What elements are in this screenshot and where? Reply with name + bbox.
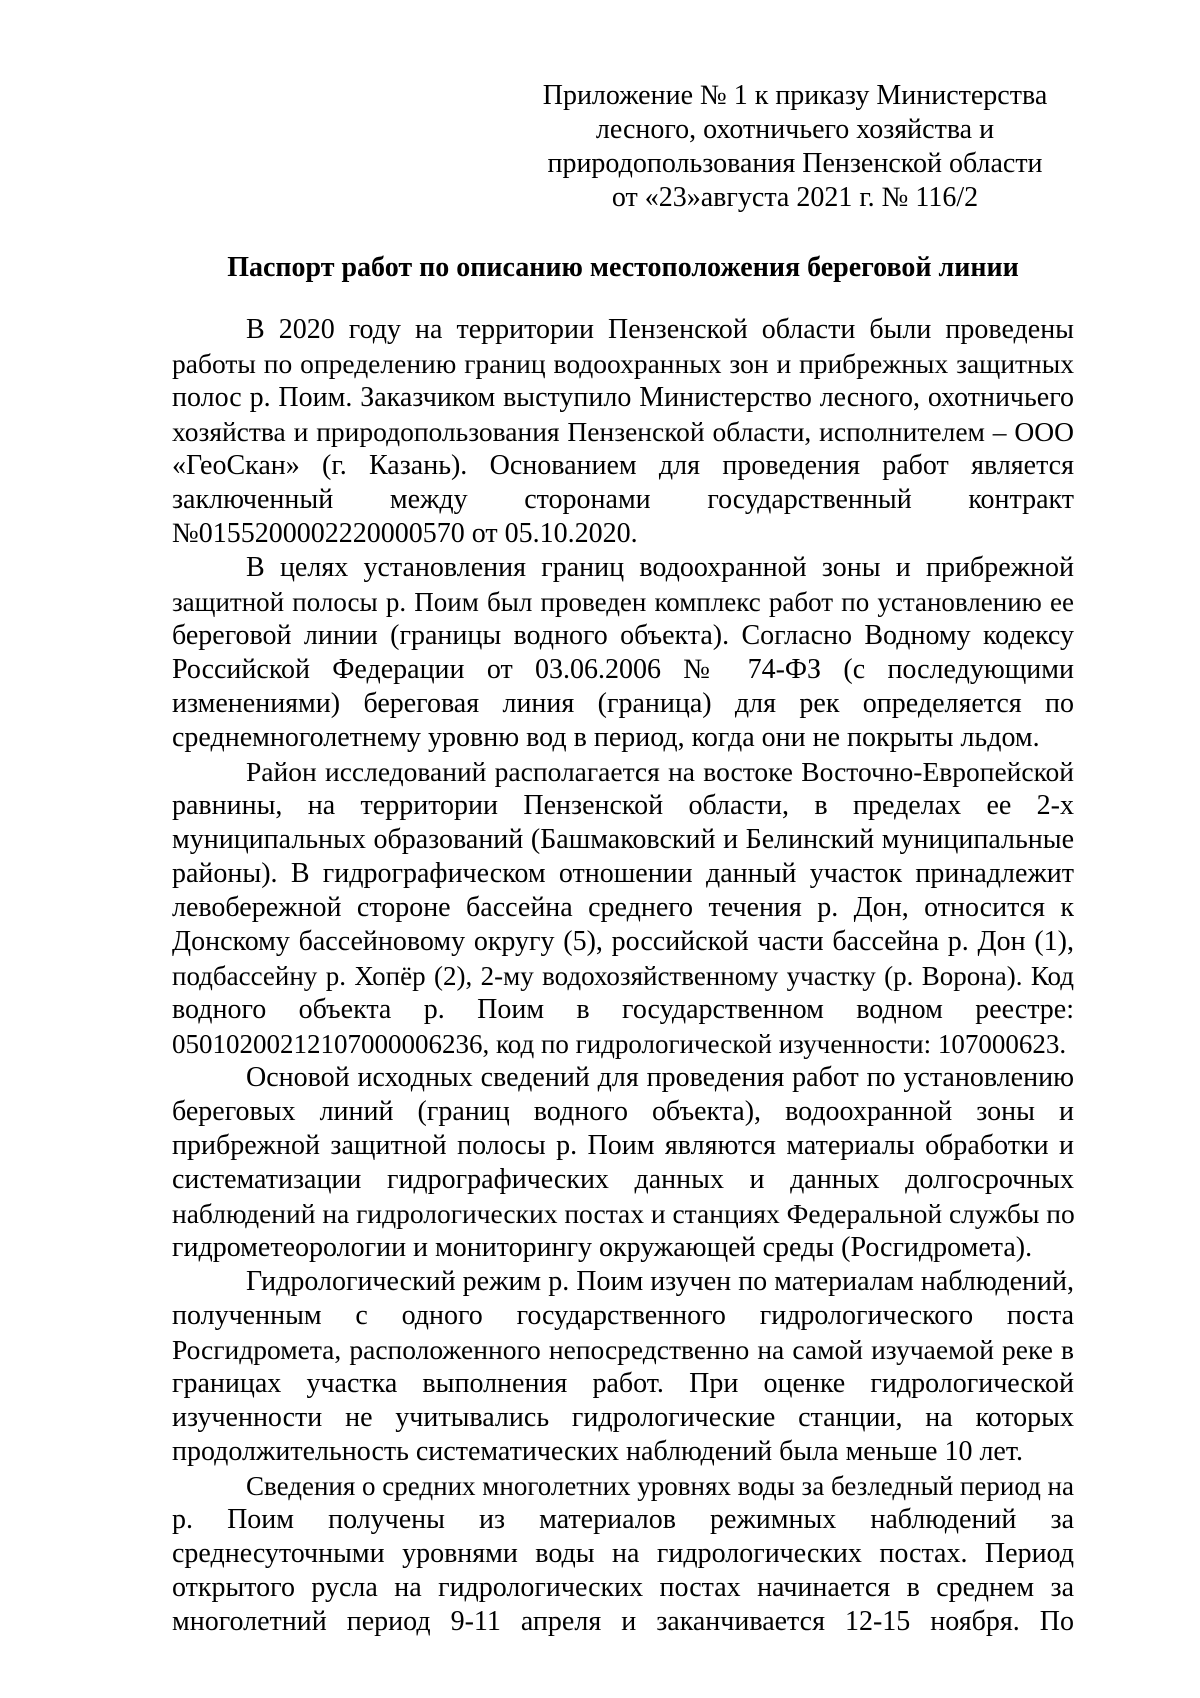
- text-line: районы). В гидрографическом отношении данный участок принадлежит: [172, 858, 1074, 889]
- text-line: полос р. Поим. Заказчиком выступило Министерство лесного, охотничьего: [172, 382, 1074, 413]
- text-line: хозяйства и природопользования Пензенской области, исполнителем – ООО: [172, 416, 1074, 447]
- document-title: Паспорт работ по описанию местоположения береговой линии: [227, 252, 1019, 283]
- header-line: от «23»августа 2021 г. № 116/2: [611, 182, 979, 213]
- text-line: защитной полосы р. Поим был проведен комплекс работ по установлению ее: [172, 587, 1074, 617]
- text-line: водного объекта р. Поим в государственном водном реестре:: [172, 994, 1074, 1025]
- text-line: границах участка выполнения работ. При оценке гидрологической: [172, 1368, 1074, 1399]
- text-line: изученности не учитывались гидрологические станции, на которых: [172, 1402, 1074, 1433]
- text-line: равнины, на территории Пензенской области, в пределах ее 2-х: [172, 790, 1074, 821]
- header-line: природопользования Пензенской области: [547, 148, 1043, 179]
- text-line: береговых линий (границ водного объекта), водоохранной зоны и: [172, 1096, 1074, 1127]
- text-line: продолжительность систематических наблюдений была меньше 10 лет.: [172, 1436, 1023, 1467]
- text-line: 05010200212107000006236, код по гидрологической изученности: 107000623.: [172, 1029, 1067, 1059]
- text-line: В 2020 году на территории Пензенской области были проведены: [246, 314, 1074, 345]
- text-line: работы по определению границ водоохранных зон и прибрежных защитных: [172, 348, 1074, 379]
- text-line: р. Поим получены из материалов режимных наблюдений за: [172, 1504, 1074, 1535]
- paragraph-4: [172, 1061, 1074, 1265]
- paragraph-2: [172, 551, 1074, 755]
- paragraph-3: [172, 755, 1074, 1061]
- paragraph-5: [172, 1265, 1074, 1469]
- text-line: подбассейну р. Хопёр (2), 2-му водохозяйственному участку (р. Ворона). Код: [172, 961, 1074, 991]
- text-line: Гидрологический режим р. Поим изучен по материалам наблюдений,: [246, 1266, 1074, 1297]
- text-line: открытого русла на гидрологических постах начинается в среднем за: [172, 1572, 1074, 1603]
- text-line: «ГеоСкан» (г. Казань). Основанием для проведения работ является: [172, 450, 1074, 481]
- text-line: Российской Федерации от 03.06.2006 № 74-ФЗ (с последующими: [172, 654, 1074, 685]
- text-line: заключенный между сторонами государственный контракт: [172, 484, 1074, 515]
- text-line: Район исследований располагается на востоке Восточно-Европейской: [246, 756, 1074, 787]
- text-line: Основой исходных сведений для проведения работ по установлению: [246, 1062, 1074, 1093]
- text-line: береговой линии (границы водного объекта). Согласно Водному кодексу: [172, 620, 1074, 651]
- text-line: систематизации гидрографических данных и данных долгосрочных: [172, 1164, 1074, 1195]
- text-line: изменениями) береговая линия (граница) для рек определяется по: [172, 688, 1074, 719]
- text-line: среднесуточными уровнями воды на гидрологических постах. Период: [172, 1538, 1074, 1569]
- header-line: лесного, охотничьего хозяйства и: [595, 114, 995, 145]
- order-reference-header: [510, 79, 1080, 215]
- text-line: левобережной стороне бассейна среднего течения р. Дон, относится к: [172, 892, 1074, 923]
- paragraph-1: [172, 313, 1074, 551]
- text-line: Росгидромета, расположенного непосредственно на самой изучаемой реке в: [172, 1334, 1074, 1365]
- text-line: полученным с одного государственного гидрологического поста: [172, 1300, 1074, 1331]
- text-line: Сведения о средних многолетних уровнях воды за безледный период на: [246, 1471, 1074, 1501]
- text-line: среднемноголетнему уровню вод в период, когда они не покрыты льдом.: [172, 722, 1040, 753]
- text-line: прибрежной защитной полосы р. Поим являются материалы обработки и: [172, 1130, 1074, 1161]
- text-line: наблюдений на гидрологических постах и станциях Федеральной службы по: [172, 1198, 1075, 1229]
- text-line: В целях установления границ водоохранной зоны и прибрежной: [246, 552, 1074, 583]
- text-line: Донскому бассейновому округу (5), российской части бассейна р. Дон (1),: [172, 926, 1074, 957]
- document-body: [172, 313, 1074, 1639]
- text-line: №0155200002220000570 от 05.10.2020.: [172, 518, 638, 549]
- text-line: муниципальных образований (Башмаковский и Белинский муниципальные: [172, 824, 1074, 855]
- paragraph-6: [172, 1469, 1074, 1639]
- text-line: многолетний период 9-11 апреля и заканчивается 12-15 ноября. По: [172, 1606, 1074, 1637]
- header-line: Приложение № 1 к приказу Министерства: [542, 80, 1048, 111]
- text-line: гидрометеорологии и мониторингу окружающей среды (Росгидромета).: [172, 1232, 1033, 1263]
